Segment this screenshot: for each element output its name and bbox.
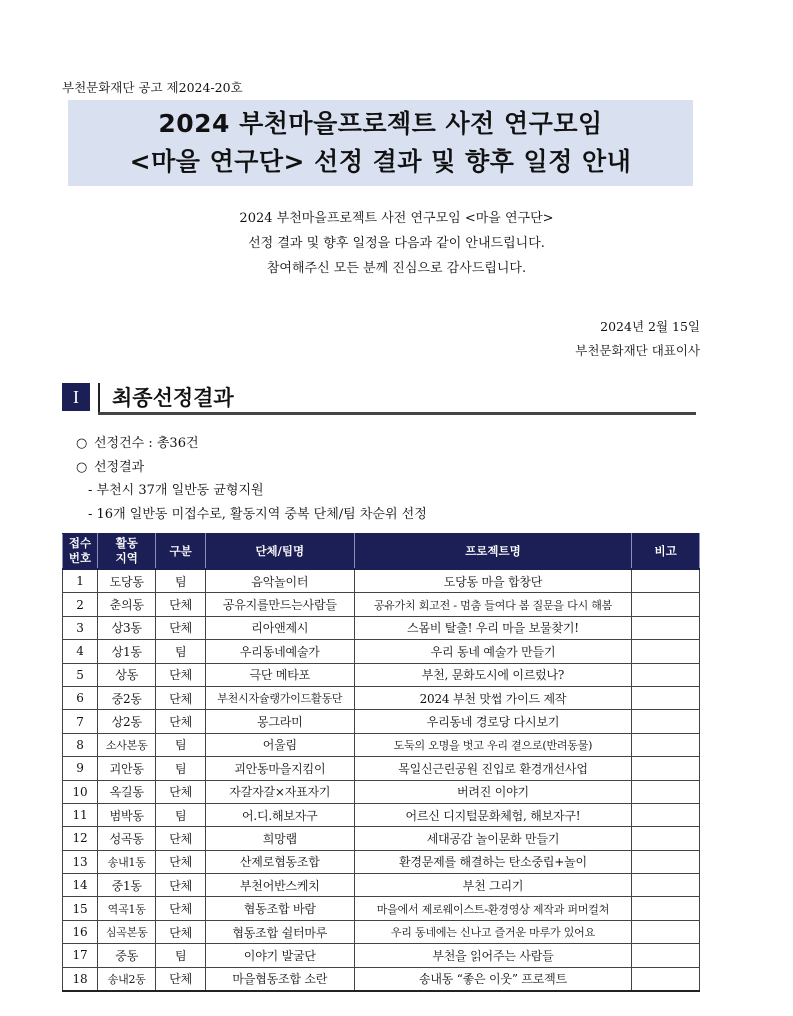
cell-no: 8 xyxy=(63,733,98,756)
cell-no: 9 xyxy=(63,757,98,780)
cell-type: 팀 xyxy=(156,757,205,780)
cell-project: 부천을 읽어주는 사람들 xyxy=(354,944,631,967)
cell-team: 자갈자갈×자표자기 xyxy=(205,780,354,803)
cell-no: 1 xyxy=(63,569,98,593)
table-row xyxy=(63,920,700,943)
cell-project: 부천, 문화도시에 이르렀나? xyxy=(354,663,631,686)
header-team: 단체/팀명 xyxy=(205,534,354,570)
cell-type: 단체 xyxy=(156,686,205,709)
cell-team: 협동조합 바람 xyxy=(205,897,354,920)
cell-no: 7 xyxy=(63,710,98,733)
cell-team: 부천시자슐랭가이드활동단 xyxy=(205,686,354,709)
cell-no: 2 xyxy=(63,593,98,616)
table-row xyxy=(63,686,700,709)
cell-team: 이야기 발굴단 xyxy=(205,944,354,967)
cell-project: 우리동네 경로당 다시보기 xyxy=(354,710,631,733)
cell-type: 팀 xyxy=(156,944,205,967)
cell-no: 11 xyxy=(63,803,98,826)
cell-note xyxy=(632,710,700,733)
cell-note xyxy=(632,569,700,593)
cell-note xyxy=(632,733,700,756)
cell-note xyxy=(632,803,700,826)
cell-note xyxy=(632,663,700,686)
cell-team: 부천어반스케치 xyxy=(205,874,354,897)
section-number: I xyxy=(62,383,90,411)
cell-project: 마을에서 제로웨이스트-환경영상 제작과 퍼머컬쳐 xyxy=(354,897,631,920)
header-type: 구분 xyxy=(156,534,205,570)
count-label: 선정건수 : 총36건 xyxy=(94,436,199,451)
circle-bullet-icon: ○ xyxy=(76,459,88,475)
cell-type: 단체 xyxy=(156,616,205,639)
cell-team: 극단 메타포 xyxy=(205,663,354,686)
cell-type: 단체 xyxy=(156,897,205,920)
cell-type: 팀 xyxy=(156,733,205,756)
cell-type: 단체 xyxy=(156,593,205,616)
cell-no: 10 xyxy=(63,780,98,803)
header-project: 프로젝트명 xyxy=(354,534,631,570)
cell-team: 몽그라미 xyxy=(205,710,354,733)
cell-area: 춘의동 xyxy=(97,593,156,616)
intro-text xyxy=(0,206,793,281)
intro-line-1: 2024 부천마을프로젝트 사전 연구모임 <마을 연구단> xyxy=(239,211,554,226)
intro-line-2: 선정 결과 및 향후 일정을 다음과 같이 안내드립니다. xyxy=(248,236,545,251)
date-block xyxy=(575,315,700,363)
cell-note xyxy=(632,593,700,616)
cell-no: 4 xyxy=(63,640,98,663)
cell-area: 중동 xyxy=(97,944,156,967)
cell-project: 도둑의 오명을 벗고 우리 곁으로(반려동물) xyxy=(354,733,631,756)
cell-note xyxy=(632,616,700,639)
cell-type: 팀 xyxy=(156,640,205,663)
table-row xyxy=(63,897,700,920)
cell-area: 송내1동 xyxy=(97,850,156,873)
cell-team: 어울림 xyxy=(205,733,354,756)
cell-team: 괴안동마을지킴이 xyxy=(205,757,354,780)
cell-area: 성곡동 xyxy=(97,827,156,850)
cell-type: 단체 xyxy=(156,780,205,803)
cell-type: 단체 xyxy=(156,874,205,897)
cell-no: 14 xyxy=(63,874,98,897)
table-row xyxy=(63,874,700,897)
table-row xyxy=(63,593,700,616)
table-row xyxy=(63,850,700,873)
sub-bullet-2: - 16개 일반동 미접수로, 활동지역 중복 단체/팀 차순위 선정 xyxy=(88,506,427,522)
cell-type: 단체 xyxy=(156,920,205,943)
cell-type: 단체 xyxy=(156,663,205,686)
cell-area: 심곡본동 xyxy=(97,920,156,943)
bullet-result xyxy=(76,456,427,480)
cell-note xyxy=(632,850,700,873)
table-row xyxy=(63,803,700,826)
cell-project: 목일신근린공원 진입로 환경개선사업 xyxy=(354,757,631,780)
cell-no: 13 xyxy=(63,850,98,873)
bullet-count xyxy=(76,432,427,456)
cell-note xyxy=(632,944,700,967)
table-row xyxy=(63,757,700,780)
title-line-2: <마을 연구단> 선정 결과 및 향후 일정 안내 xyxy=(129,147,632,176)
cell-team: 공유지를만드는사람들 xyxy=(205,593,354,616)
result-label: 선정결과 xyxy=(94,459,145,475)
title-line-1: 2024 부천마을프로젝트 사전 연구모임 xyxy=(158,109,603,138)
cell-project: 세대공감 놀이문화 만들기 xyxy=(354,827,631,850)
cell-type: 단체 xyxy=(156,827,205,850)
section-header xyxy=(62,383,696,415)
sub-bullet-1: - 부천시 37개 일반동 균형지원 xyxy=(88,483,264,498)
cell-area: 역곡1동 xyxy=(97,897,156,920)
table-row xyxy=(63,944,700,967)
cell-note xyxy=(632,686,700,709)
cell-no: 18 xyxy=(63,967,98,991)
cell-project: 버려진 이야기 xyxy=(354,780,631,803)
cell-team: 음악놀이터 xyxy=(205,569,354,593)
cell-project: 우리 동네에는 신나고 즐거운 마루가 있어요 xyxy=(354,920,631,943)
header-area: 활동 지역 xyxy=(97,534,156,570)
table-row xyxy=(63,780,700,803)
circle-bullet-icon: ○ xyxy=(76,436,88,451)
intro-line-3: 참여해주신 모든 분께 진심으로 감사드립니다. xyxy=(266,261,527,276)
cell-note xyxy=(632,780,700,803)
table-row xyxy=(63,967,700,991)
cell-project: 공유가치 회고전 - 멈춤 들여다 봄 질문을 다시 해봄 xyxy=(354,593,631,616)
table-row xyxy=(63,663,700,686)
cell-area: 도당동 xyxy=(97,569,156,593)
cell-note xyxy=(632,827,700,850)
cell-project: 스몸비 탈출! 우리 마을 보물찾기! xyxy=(354,616,631,639)
cell-project: 2024 부천 맛썹 가이드 제작 xyxy=(354,686,631,709)
cell-area: 송내2동 xyxy=(97,967,156,991)
cell-note xyxy=(632,757,700,780)
title-banner xyxy=(68,100,693,186)
cell-project: 도당동 마을 합창단 xyxy=(354,569,631,593)
cell-team: 어.디.해보자구 xyxy=(205,803,354,826)
cell-area: 옥길동 xyxy=(97,780,156,803)
cell-no: 15 xyxy=(63,897,98,920)
section-underline xyxy=(98,412,696,415)
table-row xyxy=(63,827,700,850)
notice-number: 부천문화재단 공고 제2024-20호 xyxy=(62,80,243,95)
issuer: 부천문화재단 대표이사 xyxy=(575,343,700,358)
table-row xyxy=(63,640,700,663)
cell-project: 환경문제를 해결하는 탄소중립+놀이 xyxy=(354,850,631,873)
cell-no: 16 xyxy=(63,920,98,943)
cell-area: 범박동 xyxy=(97,803,156,826)
cell-area: 소사본동 xyxy=(97,733,156,756)
table-row xyxy=(63,710,700,733)
cell-type: 팀 xyxy=(156,803,205,826)
cell-team: 마을협동조합 소란 xyxy=(205,967,354,991)
cell-no: 6 xyxy=(63,686,98,709)
cell-project: 송내동 “좋은 이웃” 프로젝트 xyxy=(354,967,631,991)
cell-no: 3 xyxy=(63,616,98,639)
cell-team: 희망랩 xyxy=(205,827,354,850)
cell-no: 5 xyxy=(63,663,98,686)
cell-area: 중1동 xyxy=(97,874,156,897)
cell-type: 단체 xyxy=(156,710,205,733)
cell-team: 리아앤제시 xyxy=(205,616,354,639)
cell-note xyxy=(632,897,700,920)
cell-team: 산제로협동조합 xyxy=(205,850,354,873)
cell-no: 12 xyxy=(63,827,98,850)
table-row xyxy=(63,616,700,639)
section-divider xyxy=(98,383,100,415)
header-note: 비고 xyxy=(632,534,700,570)
cell-project: 부천 그리기 xyxy=(354,874,631,897)
bullet-list xyxy=(76,432,427,526)
cell-note xyxy=(632,874,700,897)
cell-area: 중2동 xyxy=(97,686,156,709)
cell-area: 상3동 xyxy=(97,616,156,639)
cell-note xyxy=(632,920,700,943)
cell-project: 어르신 디지털문화체험, 해보자구! xyxy=(354,803,631,826)
section-title: 최종선정결과 xyxy=(112,386,234,410)
cell-project: 우리 동네 예술가 만들기 xyxy=(354,640,631,663)
cell-type: 팀 xyxy=(156,569,205,593)
cell-type: 단체 xyxy=(156,967,205,991)
results-table xyxy=(62,533,700,992)
table-row xyxy=(63,569,700,593)
announcement-date: 2024년 2월 15일 xyxy=(600,319,700,334)
cell-area: 상1동 xyxy=(97,640,156,663)
cell-note xyxy=(632,640,700,663)
cell-area: 상2동 xyxy=(97,710,156,733)
header-no: 접수 번호 xyxy=(63,534,98,570)
cell-team: 우리동네예술가 xyxy=(205,640,354,663)
cell-area: 상동 xyxy=(97,663,156,686)
cell-no: 17 xyxy=(63,944,98,967)
table-header-row xyxy=(63,534,700,570)
cell-team: 협동조합 쉴터마루 xyxy=(205,920,354,943)
cell-type: 단체 xyxy=(156,850,205,873)
cell-note xyxy=(632,967,700,991)
cell-area: 괴안동 xyxy=(97,757,156,780)
table-row xyxy=(63,733,700,756)
